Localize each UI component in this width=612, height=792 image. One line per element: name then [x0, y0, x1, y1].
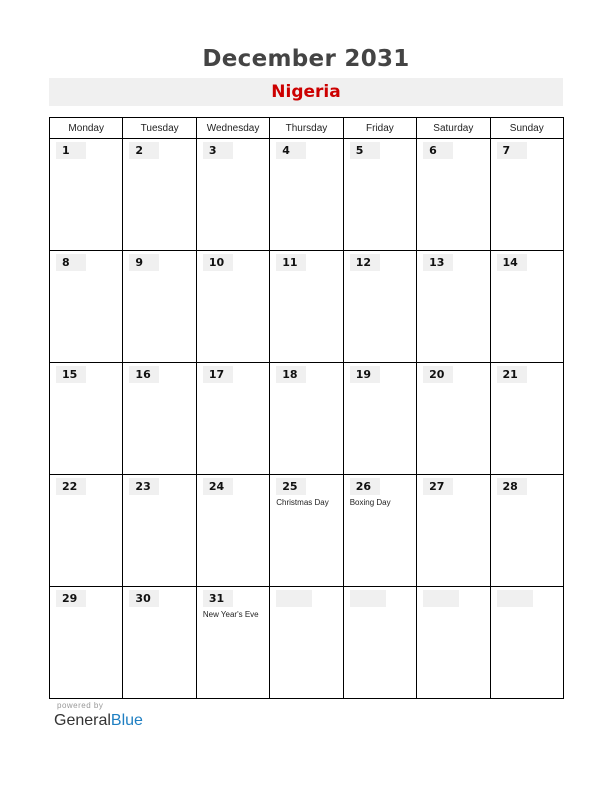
weekday-friday: Friday	[343, 118, 416, 139]
day-cell[interactable]	[270, 475, 343, 587]
day-cell[interactable]	[417, 587, 490, 699]
day-cell[interactable]	[196, 139, 269, 251]
week-row	[50, 251, 564, 363]
day-number: 2	[129, 142, 159, 159]
day-number: 30	[129, 590, 159, 607]
weekday-thursday: Thursday	[270, 118, 343, 139]
day-number	[497, 590, 533, 607]
day-number: 6	[423, 142, 453, 159]
weekday-wednesday: Wednesday	[196, 118, 269, 139]
day-cell[interactable]	[123, 587, 196, 699]
day-cell[interactable]	[123, 475, 196, 587]
day-cell[interactable]	[50, 475, 123, 587]
day-number: 28	[497, 478, 527, 495]
day-number: 31	[203, 590, 233, 607]
page-title: December 2031	[202, 46, 410, 72]
weekday-tuesday: Tuesday	[123, 118, 196, 139]
day-cell[interactable]	[50, 587, 123, 699]
powered-by-label: powered by	[57, 701, 104, 710]
day-number: 8	[56, 254, 86, 271]
country-banner	[49, 78, 563, 106]
brand-general: General	[54, 712, 111, 729]
day-number: 17	[203, 366, 233, 383]
day-cell[interactable]	[270, 363, 343, 475]
day-cell[interactable]	[343, 587, 416, 699]
day-cell[interactable]	[196, 587, 269, 699]
day-number: 10	[203, 254, 233, 271]
weekday-header-row	[50, 118, 564, 139]
day-number: 27	[423, 478, 453, 495]
day-number	[350, 590, 386, 607]
day-number: 16	[129, 366, 159, 383]
day-number: 20	[423, 366, 453, 383]
day-number: 1	[56, 142, 86, 159]
day-cell[interactable]	[417, 139, 490, 251]
day-cell[interactable]	[490, 475, 563, 587]
day-cell[interactable]	[343, 139, 416, 251]
day-cell[interactable]	[417, 363, 490, 475]
day-number: 29	[56, 590, 86, 607]
day-cell[interactable]	[343, 475, 416, 587]
day-number	[276, 590, 312, 607]
holiday-label: Boxing Day	[349, 498, 391, 507]
day-cell[interactable]	[490, 139, 563, 251]
day-number: 12	[350, 254, 380, 271]
day-cell[interactable]	[343, 363, 416, 475]
day-number: 7	[497, 142, 527, 159]
calendar-grid	[49, 117, 564, 699]
day-number: 5	[350, 142, 380, 159]
day-cell[interactable]	[343, 251, 416, 363]
day-cell[interactable]	[490, 363, 563, 475]
week-row	[50, 363, 564, 475]
day-cell[interactable]	[417, 475, 490, 587]
day-cell[interactable]	[490, 251, 563, 363]
day-cell[interactable]	[196, 475, 269, 587]
day-cell[interactable]	[490, 587, 563, 699]
day-cell[interactable]	[123, 251, 196, 363]
day-cell[interactable]	[270, 139, 343, 251]
day-number: 3	[203, 142, 233, 159]
day-number: 22	[56, 478, 86, 495]
day-number: 11	[276, 254, 306, 271]
brand-blue: Blue	[110, 712, 143, 729]
day-cell[interactable]	[270, 587, 343, 699]
generalblue-logo[interactable]	[54, 712, 143, 730]
day-number: 9	[129, 254, 159, 271]
day-number: 19	[350, 366, 380, 383]
day-number: 26	[350, 478, 380, 495]
day-cell[interactable]	[417, 251, 490, 363]
week-row	[50, 475, 564, 587]
day-number: 25	[276, 478, 306, 495]
day-cell[interactable]	[196, 251, 269, 363]
day-number	[423, 590, 459, 607]
day-cell[interactable]	[196, 363, 269, 475]
holiday-label: New Year's Eve	[202, 610, 259, 619]
day-number: 13	[423, 254, 453, 271]
weekday-saturday: Saturday	[417, 118, 490, 139]
day-number: 24	[203, 478, 233, 495]
day-number: 15	[56, 366, 86, 383]
country-name: Nigeria	[271, 82, 341, 102]
day-number: 14	[497, 254, 527, 271]
day-cell[interactable]	[50, 363, 123, 475]
day-number: 23	[129, 478, 159, 495]
day-cell[interactable]	[50, 251, 123, 363]
day-cell[interactable]	[270, 251, 343, 363]
weekday-sunday: Sunday	[490, 118, 563, 139]
day-cell[interactable]	[50, 139, 123, 251]
day-number: 18	[276, 366, 306, 383]
day-cell[interactable]	[123, 139, 196, 251]
weekday-monday: Monday	[50, 118, 123, 139]
holiday-label: Christmas Day	[276, 498, 329, 507]
day-number: 4	[276, 142, 306, 159]
week-row	[50, 587, 564, 699]
day-cell[interactable]	[123, 363, 196, 475]
day-number: 21	[497, 366, 527, 383]
week-row	[50, 139, 564, 251]
